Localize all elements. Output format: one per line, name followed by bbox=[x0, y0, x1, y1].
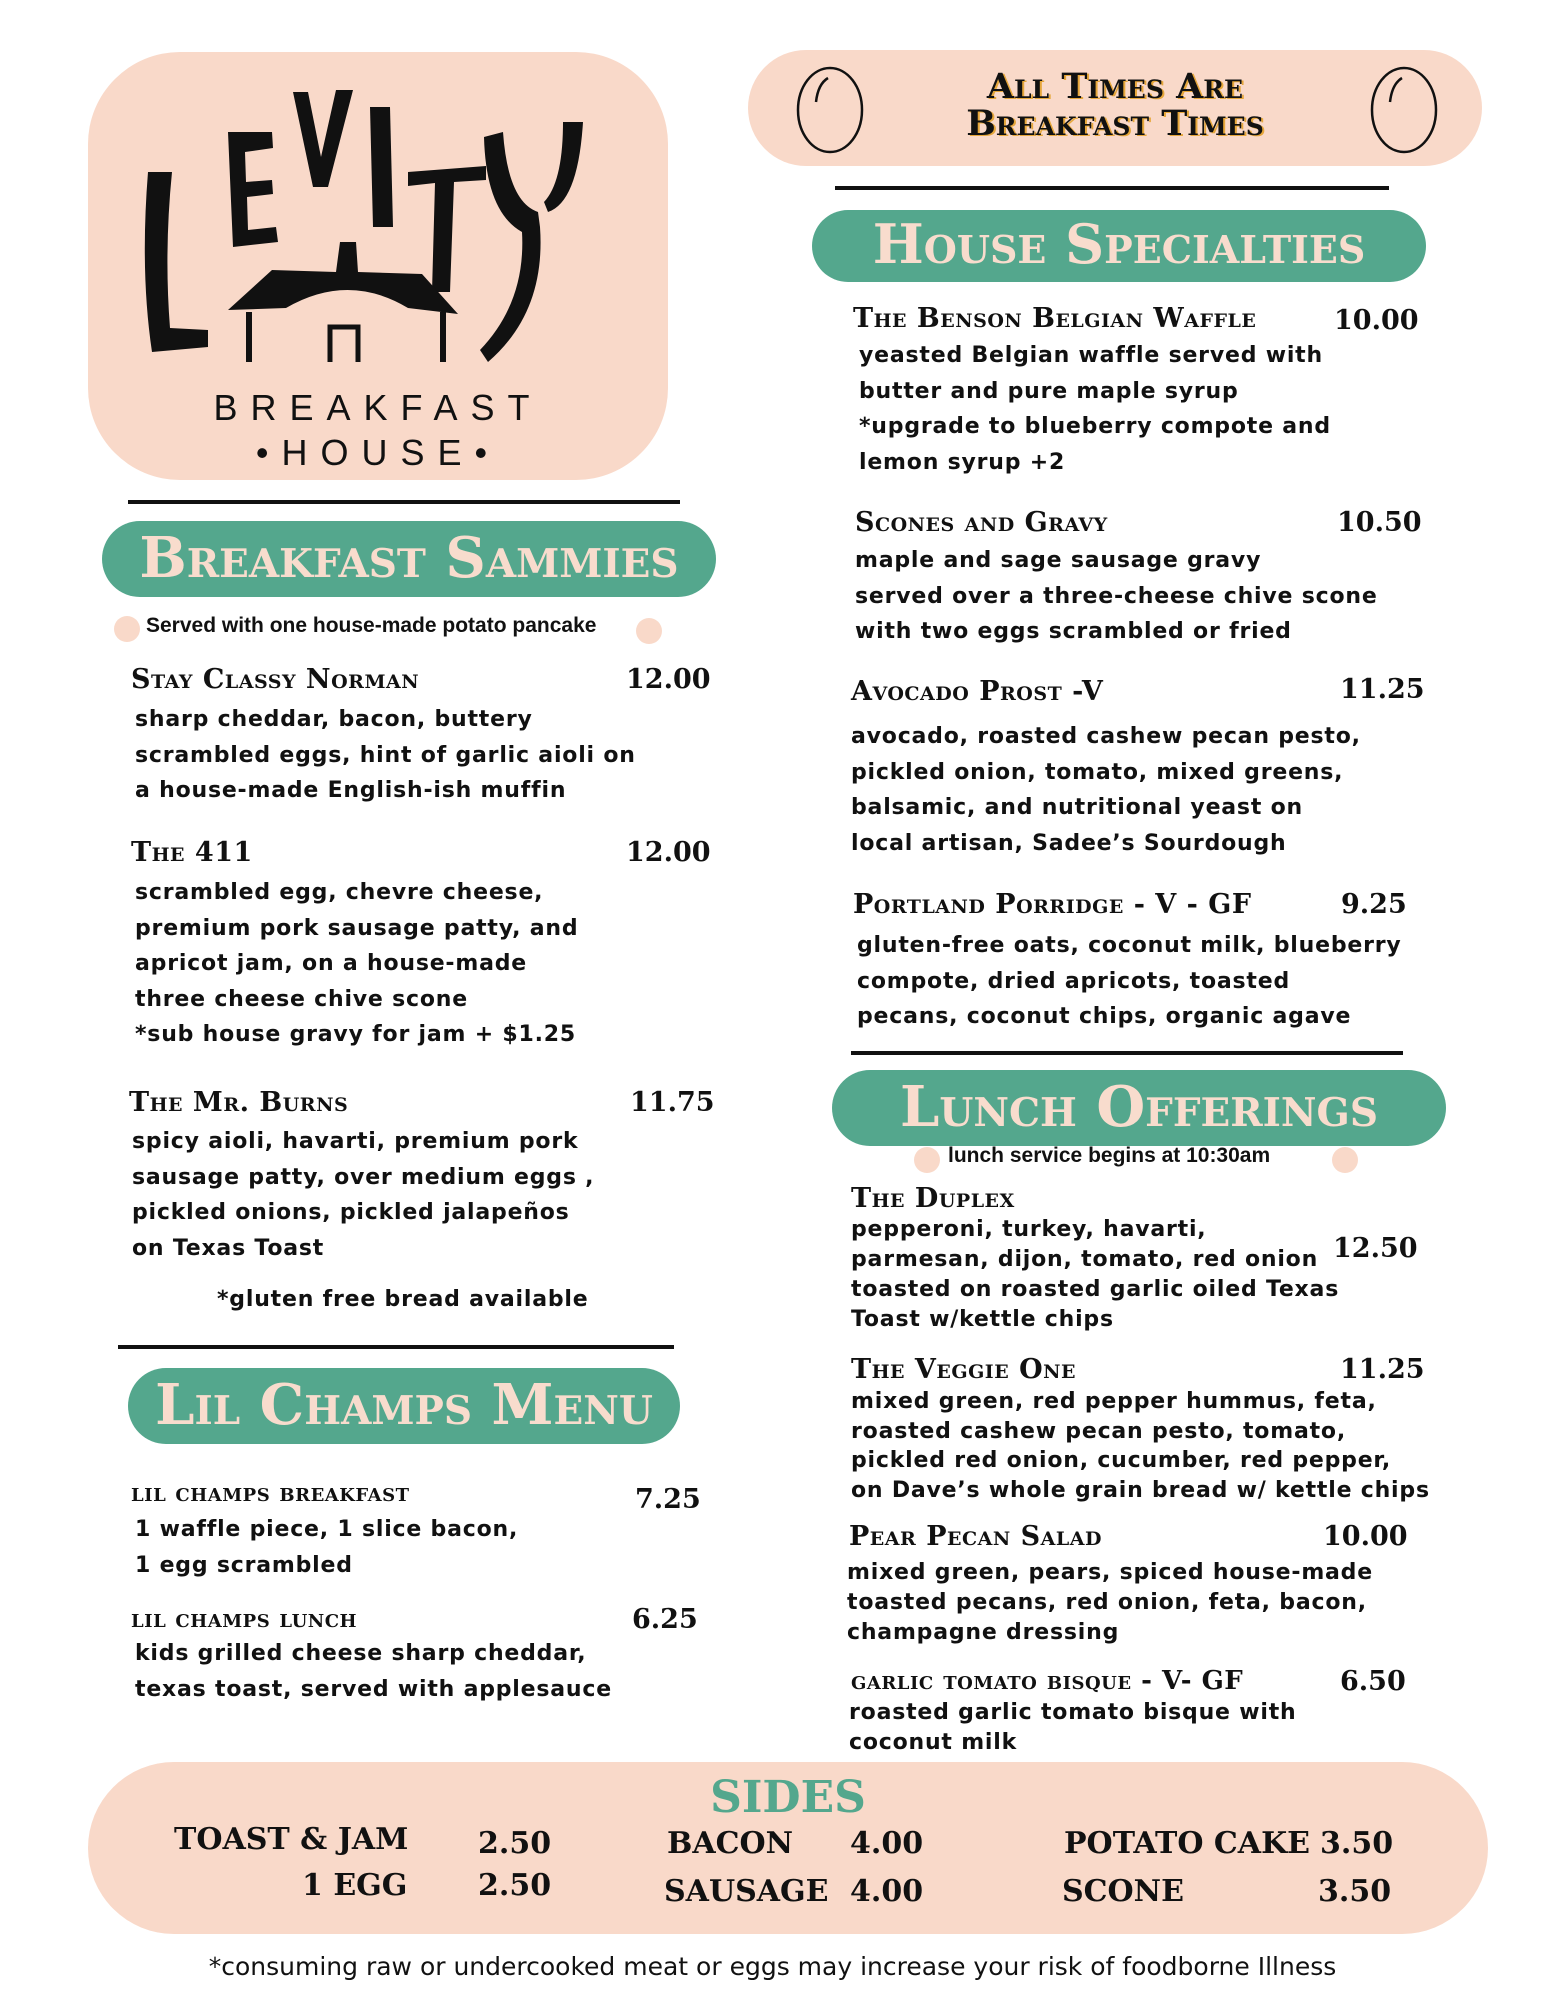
decorative-dot bbox=[636, 618, 662, 644]
breakfast-note: Served with one house-made potato pancake bbox=[146, 614, 597, 637]
side-price: 3.50 bbox=[1318, 1874, 1392, 1909]
item-description: roasted garlic tomato bisque with coconut milk bbox=[849, 1700, 1297, 1755]
item-description: avocado, roasted cashew pecan pesto, pickled onion, tomato, mixed greens, balsamic, and nutritional yeast on local artisan, Sadee’s Sourdough bbox=[851, 724, 1361, 856]
side-name: SCONE bbox=[1062, 1874, 1184, 1909]
logo-breakfast-text: BREAKFAST bbox=[213, 387, 543, 428]
breakfast-times-banner bbox=[748, 50, 1482, 166]
item-description: sharp cheddar, bacon, buttery scrambled eggs, hint of garlic aioli on a house-made English-ish muffin bbox=[135, 707, 636, 803]
item-description: gluten-free oats, coconut milk, blueberry compote, dried apricots, toasted pecans, coconut chips, organic agave bbox=[857, 933, 1402, 1029]
item-description: yeasted Belgian waffle served with butter and pure maple syrup *upgrade to blueberry compote and lemon syrup +2 bbox=[859, 343, 1331, 475]
item-name: The Mr. Burns bbox=[129, 1087, 349, 1118]
item-name: lil champs breakfast bbox=[131, 1478, 410, 1507]
item-price: 6.50 bbox=[1340, 1666, 1406, 1697]
item-price: 10.00 bbox=[1323, 1521, 1408, 1552]
side-price: 3.50 bbox=[1320, 1826, 1394, 1861]
decorative-dot bbox=[1332, 1147, 1358, 1173]
item-price: 6.25 bbox=[632, 1604, 698, 1635]
side-name: SAUSAGE bbox=[664, 1874, 829, 1909]
banner-line-2: Breakfast Times bbox=[966, 103, 1264, 144]
section-title: Breakfast Sammies bbox=[139, 525, 679, 591]
item-price: 11.25 bbox=[1340, 1354, 1425, 1385]
item-name: The Benson Belgian Waffle bbox=[853, 303, 1257, 334]
lunch-offerings-heading bbox=[832, 1070, 1446, 1146]
item-description: maple and sage sausage gravy served over a three-cheese chive scone with two eggs scrambled or fried bbox=[855, 548, 1378, 644]
decorative-dot bbox=[914, 1147, 940, 1173]
item-description: 1 waffle piece, 1 slice bacon, 1 egg scrambled bbox=[135, 1517, 519, 1578]
side-name: BACON bbox=[667, 1826, 794, 1861]
side-name: POTATO CAKE bbox=[1064, 1826, 1311, 1861]
breakfast-sammies-heading bbox=[102, 521, 716, 597]
section-title: House Specialties bbox=[872, 212, 1366, 276]
item-description: mixed green, pears, spiced house-made toasted pecans, red onion, feta, bacon, champagne dressing bbox=[847, 1560, 1373, 1645]
item-name: The Duplex bbox=[851, 1183, 1015, 1214]
logo-house-text: •HOUSE• bbox=[255, 432, 501, 473]
side-price: 2.50 bbox=[478, 1826, 552, 1861]
item-name: Portland Porridge - V - GF bbox=[853, 889, 1252, 920]
divider bbox=[835, 186, 1389, 190]
side-price: 2.50 bbox=[478, 1868, 552, 1903]
lil-champs-heading bbox=[128, 1368, 680, 1444]
item-price: 9.25 bbox=[1341, 889, 1407, 920]
item-price: 12.00 bbox=[626, 837, 711, 868]
item-name: Avocado Prost -V bbox=[851, 676, 1104, 707]
egg-icon bbox=[1368, 62, 1440, 154]
item-name: The Veggie One bbox=[851, 1354, 1076, 1385]
divider bbox=[118, 1345, 674, 1349]
item-price: 11.25 bbox=[1340, 674, 1425, 705]
item-name: garlic tomato bisque - V- GF bbox=[851, 1666, 1244, 1696]
side-name: 1 EGG bbox=[302, 1868, 408, 1903]
divider bbox=[851, 1051, 1403, 1055]
section-title: Lunch Offerings bbox=[899, 1074, 1379, 1140]
item-price: 10.00 bbox=[1334, 305, 1419, 336]
divider bbox=[128, 500, 680, 504]
item-description: scrambled egg, chevre cheese, premium pork sausage patty, and apricot jam, on a house-made three cheese chive scone *sub house gravy for jam + $1.25 bbox=[135, 880, 579, 1047]
item-name: Scones and Gravy bbox=[855, 507, 1108, 538]
item-description: spicy aioli, havarti, premium pork sausage patty, over medium eggs , pickled onions, pickled jalapeños on Texas Toast bbox=[132, 1129, 595, 1261]
item-name: lil champs lunch bbox=[131, 1604, 358, 1633]
section-title: Lil Champs Menu bbox=[155, 1372, 653, 1438]
egg-icon bbox=[794, 62, 866, 154]
food-safety-disclaimer: *consuming raw or undercooked meat or eggs may increase your risk of foodborne Illness bbox=[208, 1952, 1337, 1981]
decorative-dot bbox=[114, 616, 140, 642]
item-name: Stay Classy Norman bbox=[131, 664, 420, 695]
item-description: pepperoni, turkey, havarti, parmesan, dijon, tomato, red onion toasted on roasted garlic oiled Texas Toast w/kettle chips bbox=[851, 1217, 1340, 1332]
banner-line-1: All Times Are bbox=[986, 66, 1244, 107]
side-name: TOAST & JAM bbox=[174, 1822, 409, 1857]
side-price: 4.00 bbox=[850, 1874, 924, 1909]
side-price: 4.00 bbox=[850, 1826, 924, 1861]
item-description: mixed green, red pepper hummus, feta, roasted cashew pecan pesto, tomato, pickled red onion, cucumber, red pepper, on Dave’s whole grain bread w/ kettle chips bbox=[851, 1389, 1430, 1503]
levity-logo-house-icon bbox=[108, 62, 648, 362]
logo-panel bbox=[88, 52, 668, 480]
item-price: 12.00 bbox=[626, 664, 711, 695]
item-name: Pear Pecan Salad bbox=[849, 1521, 1102, 1552]
item-price: 10.50 bbox=[1337, 507, 1422, 538]
house-specialties-heading bbox=[812, 210, 1426, 282]
gluten-free-note: *gluten free bread available bbox=[217, 1287, 589, 1312]
item-description: kids grilled cheese sharp cheddar, texas toast, served with applesauce bbox=[135, 1641, 612, 1702]
item-price: 7.25 bbox=[635, 1484, 701, 1515]
item-price: 11.75 bbox=[630, 1087, 715, 1118]
sides-title: SIDES bbox=[710, 1772, 866, 1823]
item-name: The 411 bbox=[131, 837, 253, 868]
item-price: 12.50 bbox=[1333, 1233, 1418, 1264]
lunch-note: lunch service begins at 10:30am bbox=[948, 1144, 1271, 1167]
